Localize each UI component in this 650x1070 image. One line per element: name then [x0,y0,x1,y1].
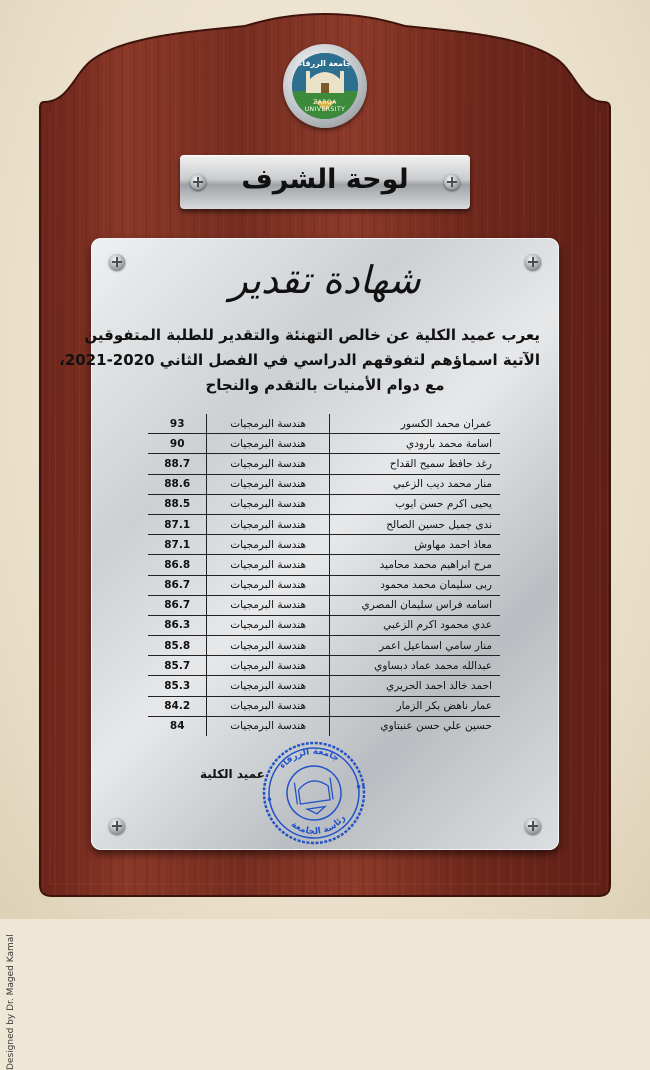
student-name: عدي محمود اكرم الزعبي [329,615,500,635]
student-department: هندسة البرمجيات [207,535,329,555]
student-score: 84 [169,720,185,733]
student-department: هندسة البرمجيات [207,656,329,676]
student-score: 93 [148,414,207,434]
student-name: عمران محمد الكسور [329,414,500,434]
student-department: هندسة البرمجيات [207,676,329,696]
table-row [148,636,500,656]
student-department: هندسة البرمجيات [207,514,329,534]
certificate-intro [59,323,540,398]
intro-line: الآتية اسماؤهم لتفوقهم الدراسي في الفصل الثاني 2020-2021، [59,351,540,369]
designer-credit: Designed by Dr. Maged Kamal [6,934,16,1070]
dean-signature-label: عميد الكلية [200,767,265,781]
screw-icon [444,174,460,190]
table-row [148,494,500,514]
student-department: هندسة البرمجيات [207,636,329,656]
table-row [148,555,500,575]
table-row [148,595,500,615]
logo-bottom-text: ZARQA UNIVERSITY [304,99,346,113]
stamp-emblem-icon [294,778,334,817]
student-name: ربى سليمان محمد محمود [329,575,500,595]
table-row [148,676,500,696]
student-name: منار سامي اسماعيل اعمر [329,636,500,656]
student-name: مرح ابراهيم محمد محاميد [329,555,500,575]
student-score: 88.5 [148,494,207,514]
table-row [148,696,500,716]
students-table [148,414,500,736]
student-name: ندى جميل حسين الصالح [329,514,500,534]
page-title: لوحة الشرف [241,164,409,195]
student-department: هندسة البرمجيات [207,414,329,434]
university-stamp [254,733,374,853]
student-department: هندسة البرمجيات [207,474,329,494]
student-score: 84.2 [148,696,207,716]
student-score: 86.7 [148,595,207,615]
intro-line: مع دوام الأمنيات بالتقدم والنجاح [205,376,445,394]
table-row [148,575,500,595]
student-score: 90 [148,434,207,454]
student-name: عبدالله محمد عماد دبساوي [329,656,500,676]
student-score: 86.3 [148,615,207,635]
logo-top-text: جامعة الزرقاء [298,59,352,68]
table-row [148,514,500,534]
student-department: هندسة البرمجيات [207,494,329,514]
student-name: حسين علي حسن عنبتاوي [380,720,492,733]
student-name: معاذ احمد مهاوش [329,535,500,555]
screw-icon [525,818,541,834]
certificate-calligraphy: شهادة تقدير [229,258,421,302]
student-score: 86.8 [148,555,207,575]
student-department: هندسة البرمجيات [207,454,329,474]
table-row [148,716,500,736]
table-row [148,615,500,635]
table-row [148,656,500,676]
university-logo [283,44,367,128]
student-name: رغد حافظ سميح القداح [329,454,500,474]
student-name: منار محمد ديب الزعبي [329,474,500,494]
student-score: 88.6 [148,474,207,494]
student-department: هندسة البرمجيات [207,615,329,635]
student-department: هندسة البرمجيات [207,595,329,615]
student-department: هندسة البرمجيات [207,696,329,716]
logo-emblem [292,53,358,119]
student-department: هندسة البرمجيات [207,555,329,575]
student-score: 85.3 [148,676,207,696]
table-row [148,535,500,555]
student-name: عمار ناهض بكر الزمار [329,696,500,716]
student-name: يحيى اكرم حسن ايوب [329,494,500,514]
student-score: 85.8 [148,636,207,656]
student-name: احمد خالد احمد الحريري [329,676,500,696]
student-name: اسامة محمد بارودي [329,434,500,454]
student-department: هندسة البرمجيات [207,716,329,736]
student-score: 85.7 [148,656,207,676]
student-score: 88.7 [148,454,207,474]
student-name: اسامه فراس سليمان المصري [329,595,500,615]
table-row [148,414,500,434]
student-score: 86.7 [148,575,207,595]
table-row [148,474,500,494]
stamp-bottom-text: رئاسة الجامعة [288,813,348,838]
table-row [148,434,500,454]
table-row [148,454,500,474]
screw-icon [109,818,125,834]
student-department: هندسة البرمجيات [207,575,329,595]
intro-line: يعرب عميد الكلية عن خالص التهنئة والتقدير للطلبة المتفوقين [84,326,540,344]
student-department: هندسة البرمجيات [207,434,329,454]
student-score: 87.1 [148,535,207,555]
title-plate [180,155,470,209]
student-score: 87.1 [148,514,207,534]
stamp-top-text: جامعة الزرقاء [277,746,341,772]
